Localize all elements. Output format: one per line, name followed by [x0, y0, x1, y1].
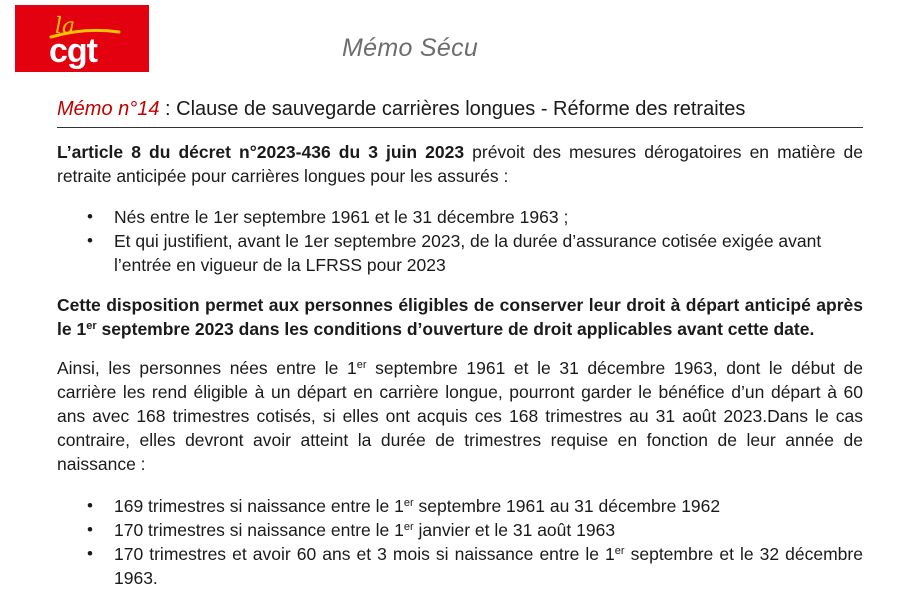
list-item-text: 170 trimestres et avoir 60 ans et 3 mois si naissance entre le 1	[114, 544, 615, 564]
conditions-list	[57, 205, 863, 277]
memo-header-title: Mémo Sécu	[342, 34, 479, 62]
intro-paragraph	[57, 140, 863, 188]
decree-reference: L’article 8 du décret n°2023-436 du 3 juin 2023	[57, 142, 465, 162]
ordinal-sup: er	[86, 320, 97, 332]
detail-text: septembre 1961 et le 31 décembre 1963, dont le début de carrière les rend éligible à un départ en carrière longue, pourront garder le bénéfice d’un départ à 60 ans avec 168 trimestres cotisés, si elles ont acquis ces 168 trimestres au 31 août 2023.Dans le cas contraire, elles devront avoir atteint la durée de trimestres requise en fonction de leur année de naissance :	[57, 358, 864, 474]
list-item-text: 169 trimestres si naissance entre le 1	[114, 496, 404, 516]
highlight-text: Cette disposition permet aux personnes éligibles de conserver leur droit à départ anticipé après le 1	[57, 295, 863, 339]
list-item	[57, 518, 863, 542]
logo-script-text: la	[55, 14, 76, 39]
intro-text: prévoit des mesures dérogatoires en matière de retraite anticipée pour carrières longues pour les assurés :	[57, 142, 863, 186]
requirements-list	[57, 494, 863, 590]
list-item: • Et qui justifient, avant le 1er septembre 2023, de la durée d’assurance cotisée exigée avant l’entrée en vigueur de la LFRSS pour 2023	[57, 229, 863, 277]
list-item-text: septembre 1961 au 31 décembre 1962	[413, 496, 721, 516]
list-item	[57, 542, 863, 590]
ordinal-sup: er	[614, 545, 625, 557]
ordinal-sup: er	[356, 359, 367, 371]
cgt-logo-graphic	[15, 5, 149, 72]
ordinal-sup: er	[403, 521, 414, 533]
title-separator: :	[159, 98, 177, 120]
list-item-text: 170 trimestres si naissance entre le 1	[114, 520, 404, 540]
ordinal-sup: er	[403, 497, 414, 509]
detail-text: Ainsi, les personnes nées entre le 1	[57, 358, 357, 378]
memo-body	[57, 140, 863, 590]
memo-title	[57, 98, 863, 128]
cgt-logo	[15, 5, 149, 72]
list-item-text: septembre et le 32 décembre 1963.	[114, 544, 863, 588]
detail-paragraph	[57, 356, 863, 476]
memo-subject: Clause de sauvegarde carrières longues - Réforme des retraites	[176, 98, 746, 120]
list-item: • Nés entre le 1er septembre 1961 et le 31 décembre 1963 ;	[57, 205, 863, 229]
list-item	[57, 494, 863, 518]
highlight-text: septembre 2023 dans les conditions d’ouverture de droit applicables avant cette date.	[96, 319, 815, 339]
highlight-paragraph	[57, 293, 863, 341]
list-item-text: janvier et le 31 août 1963	[413, 520, 616, 540]
logo-main-text: cgt	[49, 32, 97, 70]
memo-number: Mémo n°14	[57, 98, 160, 120]
